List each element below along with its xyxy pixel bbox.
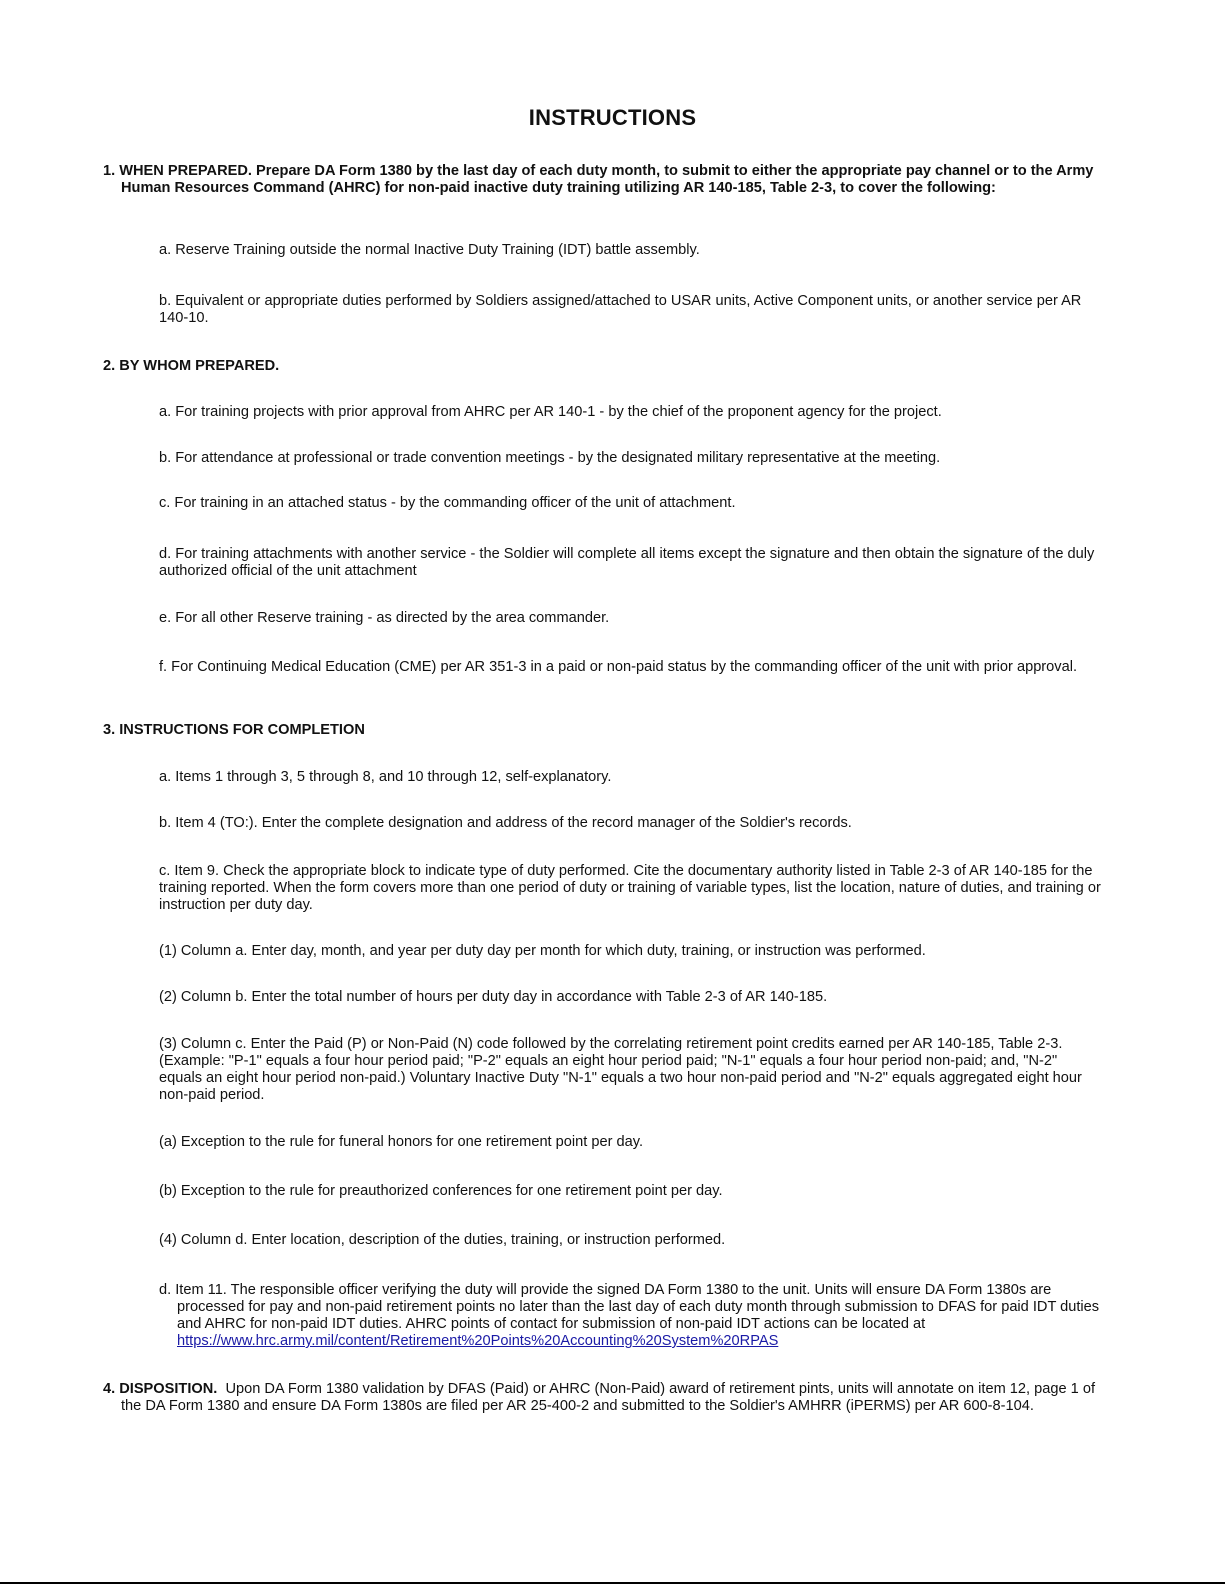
section-when-prepared	[103, 163, 1103, 197]
section-when-prepared-paragraph	[103, 163, 1103, 197]
section-heading: 4. DISPOSITION.	[103, 1381, 218, 1397]
list-item: a. For training projects with prior approval from AHRC per AR 140-1 - by the chief of the proponent agency for the project.	[159, 404, 942, 420]
section-heading-by-whom-prepared: 2. BY WHOM PREPARED.	[103, 358, 280, 374]
section-disposition	[103, 1381, 1103, 1415]
list-item: c. For training in an attached status - by the commanding officer of the unit of attachment.	[159, 495, 736, 511]
section-text: Upon DA Form 1380 validation by DFAS (Paid) or AHRC (Non-Paid) award of retirement pints, units will annotate on item 12, page 1 of the DA Form 1380 and ensure DA Form 1380s are filed per AR 25-400-2 and submitted to the Soldier's AMHRR (iPERMS) per AR 600-8-104.	[121, 1381, 1096, 1414]
section-disposition-paragraph	[103, 1381, 1103, 1415]
page-title: INSTRUCTIONS	[528, 105, 697, 130]
list-item: (4) Column d. Enter location, description of the duties, training, or instruction performed.	[159, 1232, 726, 1248]
list-item: (2) Column b. Enter the total number of hours per duty day in accordance with Table 2-3 of AR 140-185.	[159, 989, 828, 1005]
list-item: (1) Column a. Enter day, month, and year per duty day per month for which duty, training, or instruction was performed.	[159, 943, 926, 959]
list-item: a. Items 1 through 3, 5 through 8, and 10 through 12, self-explanatory.	[159, 769, 612, 785]
list-item: c. Item 9. Check the appropriate block to indicate type of duty performed. Cite the documentary authority listed in Table 2-3 of AR 140-185 for the training reported. When the form covers more than one period of duty or training of variable types, list the location, nature of duties, and training or instruction per duty day.	[159, 863, 1101, 913]
list-item: (b) Exception to the rule for preauthorized conferences for one retirement point per day.	[159, 1183, 723, 1199]
list-item: b. Equivalent or appropriate duties performed by Soldiers assigned/attached to USAR units, Active Component units, or another service per AR 140-10.	[159, 293, 1082, 326]
section-text: Prepare DA Form 1380 by the last day of each duty month, to submit to either the appropriate pay channel or to the Army Human Resources Command (AHRC) for non-paid inactive duty training utilizing AR 140-185, Table 2-3, to cover the following:	[121, 163, 1094, 196]
list-item: d. For training attachments with another service - the Soldier will complete all items except the signature and then obtain the signature of the duly authorized official of the unit attachment	[159, 546, 1095, 579]
list-item: e. For all other Reserve training - as directed by the area commander.	[159, 610, 610, 626]
list-item: b. For attendance at professional or trade convention meetings - by the designated military representative at the meeting.	[159, 450, 941, 466]
item-11-text: d. Item 11. The responsible officer verifying the duty will provide the signed DA Form 1380 to the unit. Units will ensure DA Form 1380s are processed for pay and non-paid retirement points no later than the last day of each duty month through submission to DFAS for paid IDT duties and AHRC for non-paid IDT duties. AHRC points of contact for submission of non-paid IDT actions can be located at	[159, 1282, 1100, 1332]
page-bottom-rule	[0, 1582, 1225, 1584]
list-item: b. Item 4 (TO:). Enter the complete designation and address of the record manager of the Soldier's records.	[159, 815, 852, 831]
rpas-link[interactable]: https://www.hrc.army.mil/content/Retirement%20Points%20Accounting%20System%20RPAS	[177, 1333, 779, 1349]
section-heading: 1. WHEN PREPARED.	[103, 163, 252, 179]
list-item: a. Reserve Training outside the normal Inactive Duty Training (IDT) battle assembly.	[159, 242, 700, 258]
section-heading-instructions-for-completion: 3. INSTRUCTIONS FOR COMPLETION	[103, 722, 365, 738]
list-item: (a) Exception to the rule for funeral honors for one retirement point per day.	[159, 1134, 644, 1150]
list-item: f. For Continuing Medical Education (CME) per AR 351-3 in a paid or non-paid status by the commanding officer of the unit with prior approval.	[159, 659, 1077, 675]
list-item: (3) Column c. Enter the Paid (P) or Non-Paid (N) code followed by the correlating retirement point credits earned per AR 140-185, Table 2-3. (Example: "P-1" equals a four hour period paid; "P-2" equals an eight hour period paid; "N-1" equals a four hour period non-paid; and, "N-2" equals an eight hour period non-paid.) Voluntary Inactive Duty "N-1" equals a two hour non-paid period and "N-2" equals aggregated eight hour non-paid period.	[159, 1036, 1082, 1103]
list-item-item-11	[159, 1282, 1104, 1350]
